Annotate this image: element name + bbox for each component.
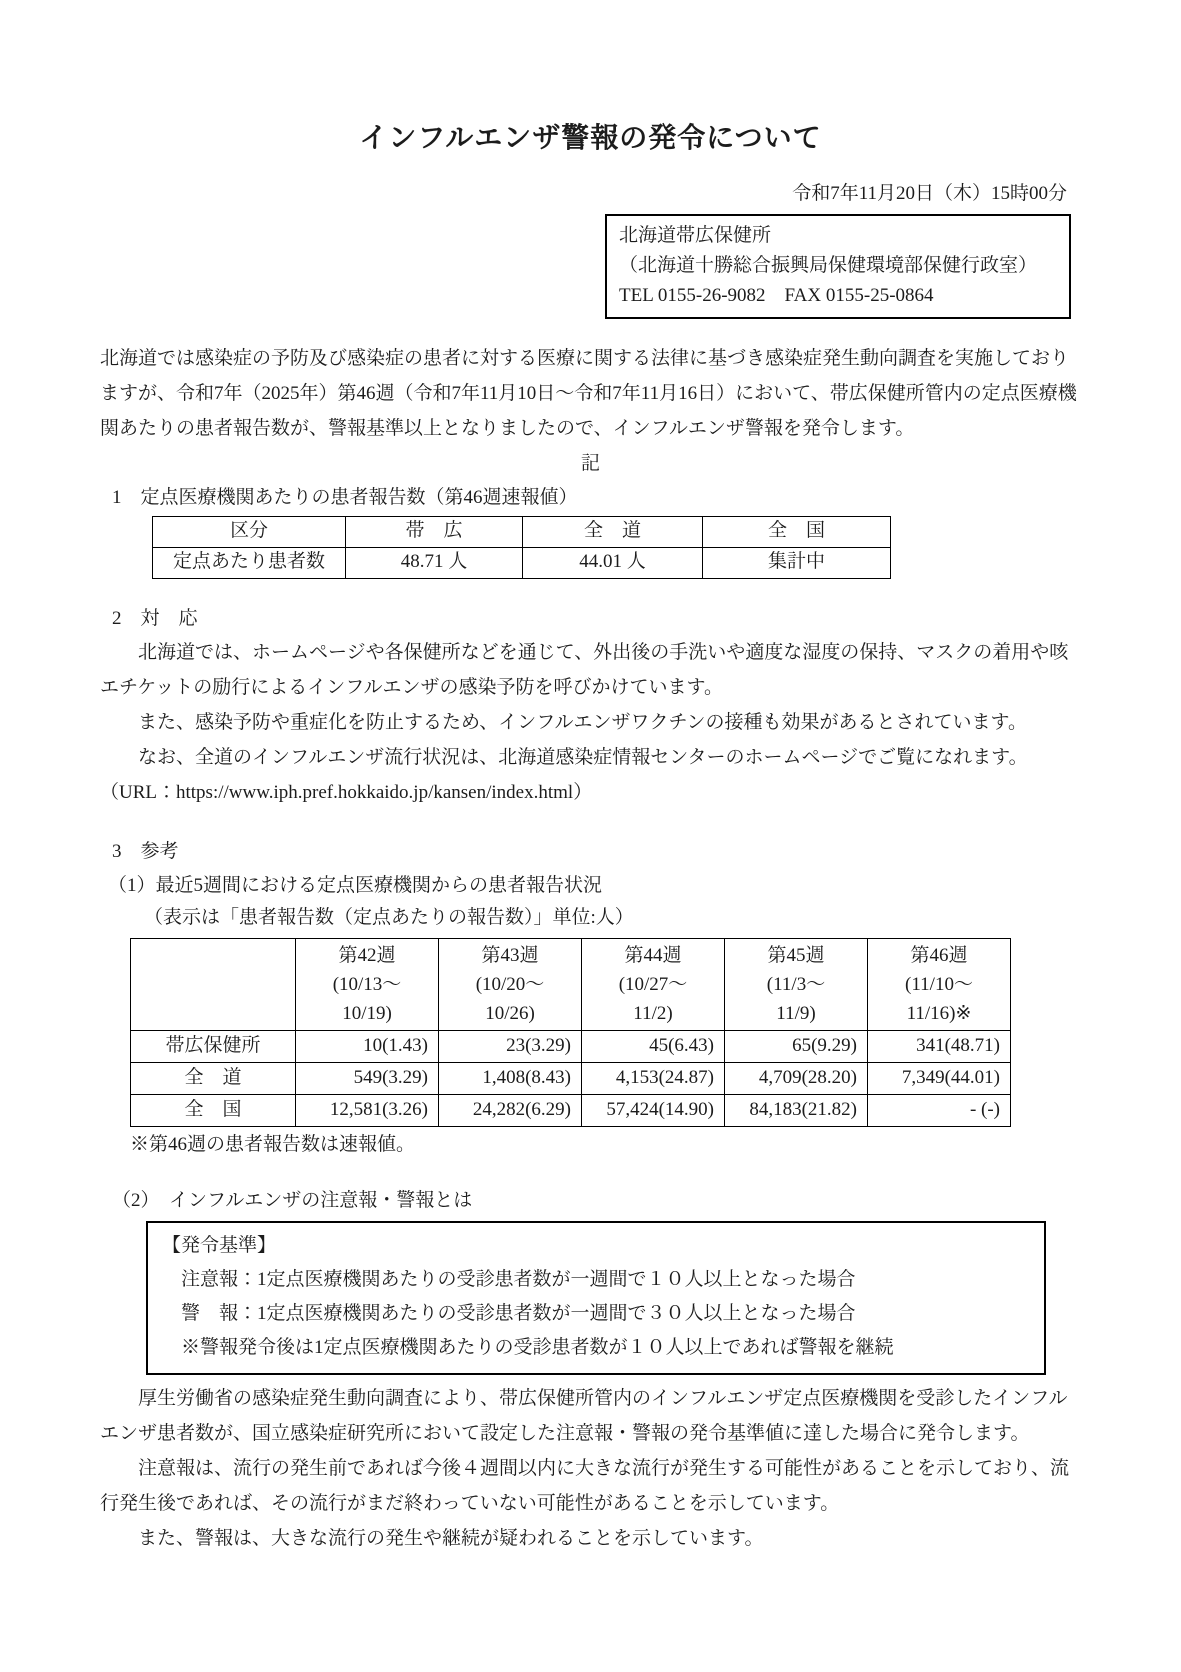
reference-row-hokkaido: [131, 1062, 1011, 1094]
response-paragraph-1: 北海道では、ホームページや各保健所などを通じて、外出後の手洗いや適度な湿度の保持、マスクの着用や咳エチケットの励行によるインフルエンザの感染予防を呼びかけています。: [100, 641, 1069, 698]
criteria-warning-line: 警 報：1定点医療機関あたりの受診患者数が一週間で３０人以上となった場合: [181, 1302, 856, 1324]
summary-table-data-row: [153, 547, 891, 578]
intro-paragraph: 北海道では感染症の予防及び感染症の患者に対する医療に関する法律に基づき感染症発生動向調査を実施しておりますが、令和7年（2025年）第46週（令和7年11月10日～令和7年11月16日）において、帯広保健所管内の定点医療機関あたりの患者報告数が、警報基準以上となりましたので、インフルエンザ警報を発令します。: [100, 347, 1077, 439]
hokkaido-week45-value: 4,709(28.20): [725, 1062, 868, 1094]
reference-table-header-row: [131, 938, 1011, 1030]
reference-sub1-heading: （1）最近5週間における定点医療機関からの患者報告状況: [108, 874, 603, 896]
week44-label: 第44週: [624, 944, 682, 966]
obihiro-week42-value: 10(1.43): [296, 1030, 439, 1062]
national-week42-value: 12,581(3.26): [296, 1094, 439, 1126]
obihiro-week43-value: 23(3.29): [439, 1030, 582, 1062]
summary-value-national: 集計中: [703, 547, 891, 578]
reference-row-national-label: 全 国: [131, 1094, 296, 1126]
summary-table-header-row: [153, 516, 891, 547]
closing-paragraph-3: また、警報は、大きな流行の発生や継続が疑われることを示しています。: [138, 1527, 764, 1549]
week42-label: 第42週: [338, 944, 396, 966]
contact-division: （北海道十勝総合振興局保健環境部保健行政室）: [619, 254, 1038, 276]
reference-header-week43: [439, 938, 582, 1030]
week43-range-end: 10/26): [485, 1002, 535, 1024]
section2-body: [100, 635, 1081, 810]
reference-unit-note: （表示は「患者報告数（定点あたりの報告数）」単位:人）: [144, 906, 634, 928]
week43-range-start: (10/20～: [475, 973, 545, 995]
criteria-advisory-line: 注意報：1定点医療機関あたりの受診患者数が一週間で１０人以上となった場合: [181, 1268, 856, 1290]
section2-heading: 2 対 応: [112, 607, 198, 629]
summary-header-obihiro: 帯 広: [346, 516, 523, 547]
week45-range-start: (11/3～: [766, 973, 826, 995]
reference-table: [130, 938, 1011, 1127]
national-week44-value: 57,424(14.90): [582, 1094, 725, 1126]
week45-range-end: 11/9): [776, 1002, 816, 1024]
week44-range-end: 11/2): [633, 1002, 673, 1024]
summary-table: [152, 516, 891, 579]
reference-header-week46: [868, 938, 1011, 1030]
criteria-box: [146, 1221, 1046, 1375]
contact-tel-fax: TEL 0155-26-9082 FAX 0155-25-0864: [619, 284, 934, 306]
reference-row-national: [131, 1094, 1011, 1126]
response-paragraph-3: [100, 740, 1081, 810]
summary-value-obihiro: 48.71 人: [346, 547, 523, 578]
hokkaido-week46-value: 7,349(44.01): [868, 1062, 1011, 1094]
reference-table-note: ※第46週の患者報告数は速報値。: [130, 1133, 416, 1155]
national-week45-value: 84,183(21.82): [725, 1094, 868, 1126]
section3-heading: 3 参考: [112, 840, 179, 862]
summary-header-national: 全 国: [703, 516, 891, 547]
criteria-box-title: 【発令基準】: [162, 1234, 277, 1256]
week45-label: 第45週: [767, 944, 825, 966]
national-week46-value: - (-): [868, 1094, 1011, 1126]
criteria-continuation-line: ※警報発令後は1定点医療機関あたりの受診患者数が１０人以上であれば警報を継続: [181, 1336, 894, 1358]
reference-header-week45: [725, 938, 868, 1030]
response-paragraph-3-text: なお、全道のインフルエンザ流行状況は、北海道感染症情報センターのホームページでご覧になれます。: [138, 746, 1028, 768]
summary-header-hokkaido: 全 道: [523, 516, 703, 547]
notice-marker: 記: [580, 452, 600, 474]
week46-label: 第46週: [910, 944, 968, 966]
week46-range-start: (11/10～: [905, 973, 973, 995]
summary-header-category: 区分: [153, 516, 346, 547]
obihiro-week46-value: 341(48.71): [868, 1030, 1011, 1062]
week42-range-end: 10/19): [342, 1002, 392, 1024]
reference-row-obihiro-label: 帯広保健所: [131, 1030, 296, 1062]
reference-sub2-heading: （2） インフルエンザの注意報・警報とは: [112, 1189, 473, 1211]
reference-header-week44: [582, 938, 725, 1030]
reference-header-corner: [131, 938, 296, 1030]
obihiro-week45-value: 65(9.29): [725, 1030, 868, 1062]
week43-label: 第43週: [481, 944, 539, 966]
hokkaido-week42-value: 549(3.29): [296, 1062, 439, 1094]
week44-range-start: (10/27～: [618, 973, 688, 995]
summary-value-hokkaido: 44.01 人: [523, 547, 703, 578]
obihiro-week44-value: 45(6.43): [582, 1030, 725, 1062]
closing-body: [100, 1381, 1081, 1556]
week42-range-start: (10/13～: [332, 973, 402, 995]
hokkaido-week43-value: 1,408(8.43): [439, 1062, 582, 1094]
reference-header-week42: [296, 938, 439, 1030]
closing-paragraph-2: 注意報は、流行の発生前であれば今後４週間以内に大きな流行が発生する可能性があることを示しており、流行発生後であれば、その流行がまだ終わっていない可能性があることを示しています。: [100, 1457, 1070, 1514]
national-week43-value: 24,282(6.29): [439, 1094, 582, 1126]
summary-row-label: 定点あたり患者数: [153, 547, 346, 578]
kansen-center-url: （URL：https://www.iph.pref.hokkaido.jp/kansen/index.html）: [100, 781, 593, 803]
reference-row-hokkaido-label: 全 道: [131, 1062, 296, 1094]
issue-datetime: 令和7年11月20日（木）15時00分: [792, 183, 1067, 205]
section1-heading: 1 定点医療機関あたりの患者報告数（第46週速報値）: [112, 486, 578, 508]
contact-box: [605, 214, 1071, 319]
reference-row-obihiro: [131, 1030, 1011, 1062]
hokkaido-week44-value: 4,153(24.87): [582, 1062, 725, 1094]
closing-paragraph-1: 厚生労働省の感染症発生動向調査により、帯広保健所管内のインフルエンザ定点医療機関を受診したインフルエンザ患者数が、国立感染症研究所において設定した注意報・警報の発令基準値に達した場合に発令します。: [100, 1387, 1068, 1444]
response-paragraph-2: また、感染予防や重症化を防止するため、インフルエンザワクチンの接種も効果があるとされています。: [138, 711, 1028, 733]
week46-range-end: 11/16)※: [906, 1002, 972, 1024]
contact-office-name: 北海道帯広保健所: [619, 224, 772, 246]
page-title: インフルエンザ警報の発令について: [359, 122, 822, 153]
